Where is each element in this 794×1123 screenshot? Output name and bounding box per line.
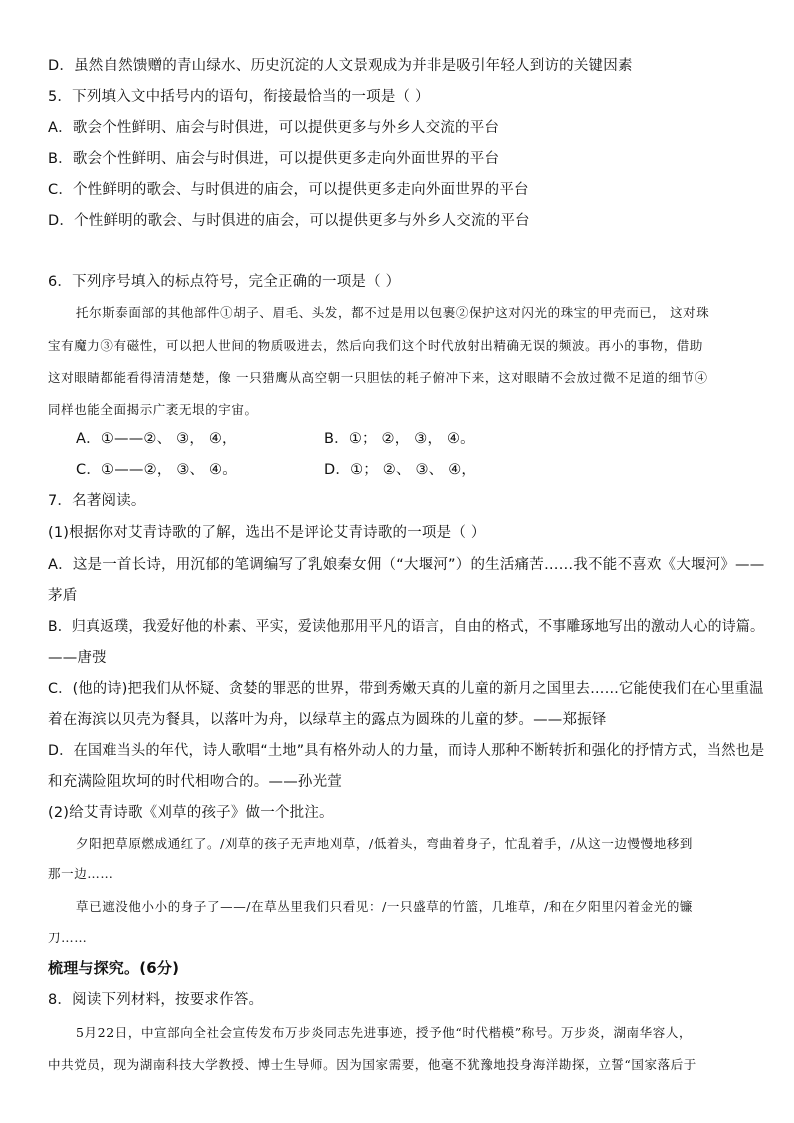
q5-option-b: B．歌会个性鲜明、庙会与时俱进，可以提供更多走向外面世界的平台 (48, 151, 500, 167)
poem-line: 刀…… (48, 930, 88, 945)
q7-option-b-cont: ——唐弢 (48, 650, 107, 666)
q6-option-d: D．①； ②、 ③、 ④， (324, 462, 477, 478)
q7-part1-stem: (1)根据你对艾青诗歌的了解，选出不是评论艾青诗歌的一项是（ ） (48, 525, 486, 541)
q6-passage-line: 托尔斯泰面部的其他部件①胡子、眉毛、头发，都不过是用以包裹②保护这对闪光的珠宝的甲壳而已， 这对珠 (76, 305, 710, 320)
q6-option-a: A．①——②、 ③， ④， (76, 431, 237, 447)
q8-passage-line: 5月22日，中宣部向全社会宣传发布万步炎同志先进事迹，授予他“时代楷模”称号。万步炎，湖南华容人， (76, 1025, 693, 1040)
q6-option-c: C．①——②， ③、 ④。 (76, 462, 237, 478)
q7-part2-stem: (2)给艾青诗歌《刈草的孩子》做一个批注。 (48, 805, 334, 821)
q5-option-a: A．歌会个性鲜明、庙会与时俱进，可以提供更多与外乡人交流的平台 (48, 120, 500, 136)
q8-passage-line: 中共党员，现为湖南科技大学教授、博士生导师。因为国家需要，他毫不犹豫地投身海洋勘探，立誓“国家落后于 (48, 1057, 697, 1072)
q7-option-b: B．归真返璞，我爱好他的朴素、平实，爱读他那用平凡的语言，自由的格式，不事雕琢地写出的激动人心的诗篇。 (48, 619, 765, 635)
poem-line: 草已遮没他小小的身子了——/在草丛里我们只看见：/一只盛草的竹篮，几堆草，/和在夕阳里闪着金光的镰 (76, 899, 694, 914)
poem-line: 那一边…… (48, 866, 114, 881)
q7-option-c-cont: 着在海滨以贝壳为餐具，以落叶为舟，以绿草主的露点为圆珠的儿童的梦。——郑振铎 (48, 712, 607, 728)
q6-passage-line: 宝有魔力③有磁性，可以把人世间的物质吸进去，然后向我们这个时代放射出精确无误的频波。再小的事物，借助 (48, 338, 704, 353)
section-heading: 梳理与探究。(6分) (48, 959, 180, 977)
q6-passage-line: 这对眼睛都能看得清清楚楚，像 一只猎鹰从高空朝一只胆怯的耗子俯冲下来，这对眼睛不会放过微不足道的细节④ (48, 370, 708, 385)
q7-option-d: D．在国难当头的年代，诗人歌唱“土地”具有格外动人的力量，而诗人那种不断转折和强化的抒情方式，当然也是 (48, 743, 765, 759)
q5-option-c: C．个性鲜明的歌会、与时俱进的庙会，可以提供更多走向外面世界的平台 (48, 182, 529, 198)
poem-line: 夕阳把草原燃成通红了。/刈草的孩子无声地刈草，/低着头，弯曲着身子，忙乱着手，/从这一边慢慢地移到 (76, 836, 694, 851)
q5-option-d: D．个性鲜明的歌会、与时俱进的庙会，可以提供更多与外乡人交流的平台 (48, 213, 530, 229)
q7-option-d-cont: 和充满险阻坎坷的时代相吻合的。——孙光萱 (48, 774, 342, 790)
q5-stem: 5．下列填入文中括号内的语句，衔接最恰当的一项是（ ） (48, 89, 430, 105)
q4-option-d: D．虽然自然馈赠的青山绿水、历史沉淀的人文景观成为并非是吸引年轻人到访的关键因素 (48, 58, 633, 74)
q8-stem: 8．阅读下列材料，按要求作答。 (48, 992, 264, 1008)
q7-stem: 7．名著阅读。 (48, 493, 146, 509)
q7-option-a-cont: 茅盾 (48, 588, 78, 604)
q7-option-a: A．这是一首长诗，用沉郁的笔调编写了乳娘秦女佣（“大堰河”）的生活痛苦……我不能不喜欢《大堰河》—— (48, 557, 765, 573)
q6-option-b: B．①； ②， ③， ④。 (324, 431, 475, 447)
q6-stem: 6．下列序号填入的标点符号，完全正确的一项是（ ） (48, 274, 401, 290)
q6-passage-line: 同样也能全面揭示广袤无垠的宇宙。 (48, 402, 258, 417)
q7-option-c: C．(他的诗)把我们从怀疑、贪婪的罪恶的世界，带到秀嫩天真的儿童的新月之国里去……它能使我们在心里重温 (48, 681, 764, 697)
